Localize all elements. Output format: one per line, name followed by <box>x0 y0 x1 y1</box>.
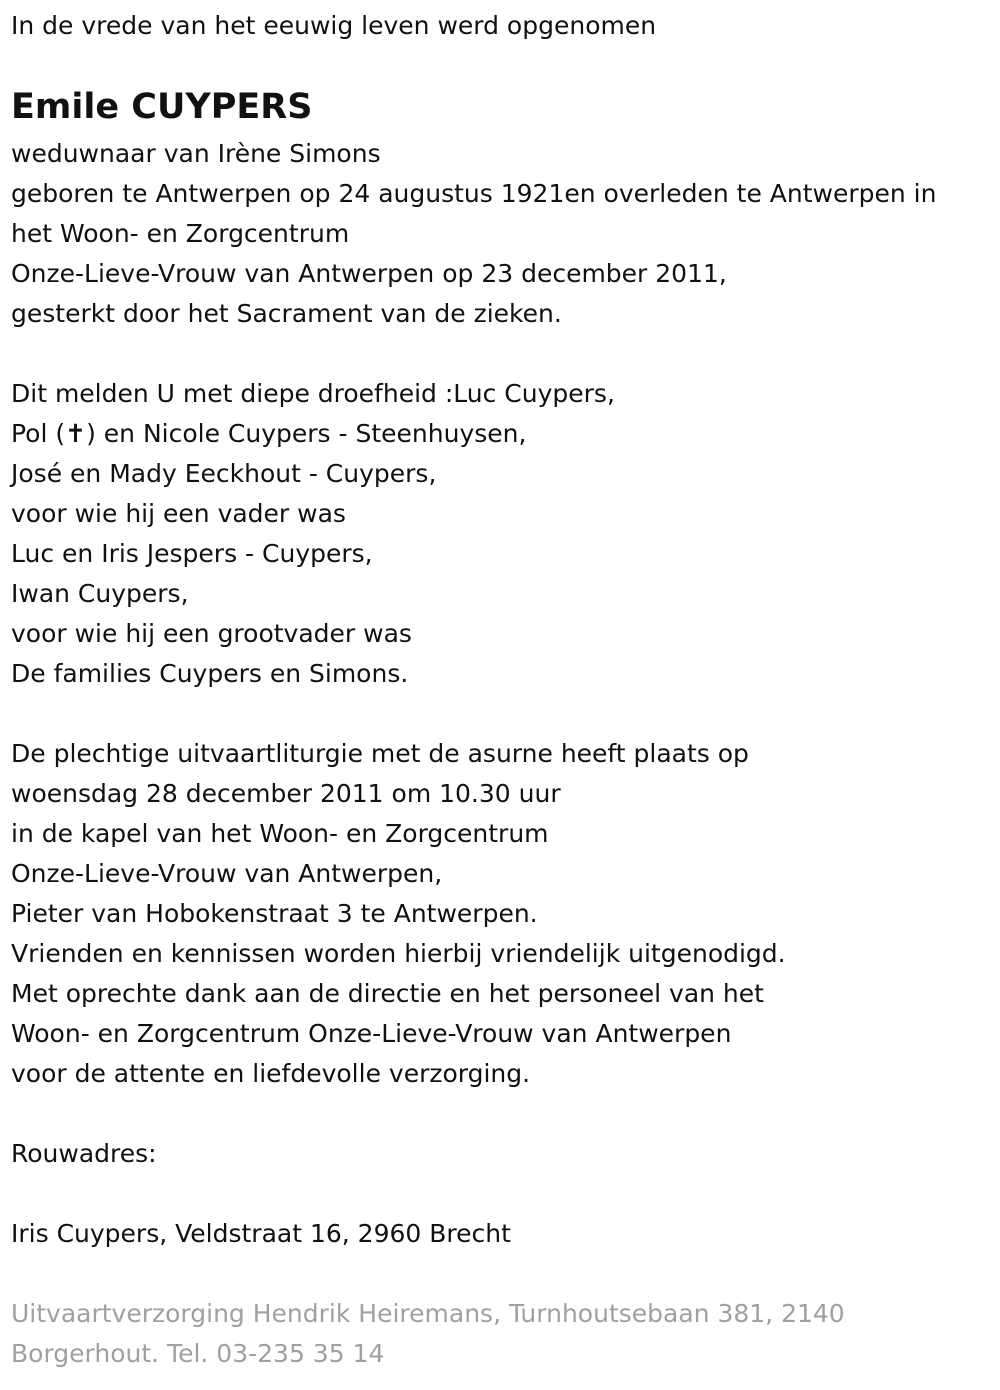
family-line: Luc en Iris Jespers - Cuypers, <box>11 539 373 568</box>
details-line: het Woon- en Zorgcentrum <box>11 219 350 248</box>
address-block <box>11 1214 511 1254</box>
family-line: Pol (✝) en Nicole Cuypers - Steenhuysen, <box>11 419 527 448</box>
details-block <box>11 134 936 334</box>
address-text: Iris Cuypers, Veldstraat 16, 2960 Brecht <box>11 1219 511 1248</box>
family-line: voor wie hij een grootvader was <box>11 619 412 648</box>
family-line: Iwan Cuypers, <box>11 579 189 608</box>
intro-text: In de vrede van het eeuwig leven werd opgenomen <box>11 11 657 40</box>
details-line: Onze-Lieve-Vrouw van Antwerpen op 23 december 2011, <box>11 259 727 288</box>
family-block <box>11 374 615 694</box>
family-line: De families Cuypers en Simons. <box>11 659 409 688</box>
address-label-block <box>11 1134 157 1174</box>
funeral-line: De plechtige uitvaartliturgie met de asurne heeft plaats op <box>11 739 749 768</box>
family-line: Dit melden U met diepe droefheid :Luc Cuypers, <box>11 379 615 408</box>
funeral-line: Woon- en Zorgcentrum Onze-Lieve-Vrouw van Antwerpen <box>11 1019 732 1048</box>
undertaker-block <box>11 1294 845 1374</box>
family-line: José en Mady Eeckhout - Cuypers, <box>11 459 437 488</box>
address-label: Rouwadres: <box>11 1139 157 1168</box>
funeral-line: Onze-Lieve-Vrouw van Antwerpen, <box>11 859 443 888</box>
funeral-line: Vrienden en kennissen worden hierbij vriendelijk uitgenodigd. <box>11 939 786 968</box>
funeral-line: Pieter van Hobokenstraat 3 te Antwerpen. <box>11 899 538 928</box>
details-line: weduwnaar van Irène Simons <box>11 139 381 168</box>
funeral-line: voor de attente en liefdevolle verzorging. <box>11 1059 531 1088</box>
funeral-line: woensdag 28 december 2011 om 10.30 uur <box>11 779 561 808</box>
funeral-block <box>11 734 786 1094</box>
family-line: voor wie hij een vader was <box>11 499 346 528</box>
details-line: gesterkt door het Sacrament van de zieken. <box>11 299 562 328</box>
details-line: geboren te Antwerpen op 24 augustus 1921en overleden te Antwerpen in <box>11 179 937 208</box>
funeral-line: in de kapel van het Woon- en Zorgcentrum <box>11 819 549 848</box>
funeral-line: Met oprechte dank aan de directie en het personeel van het <box>11 979 764 1008</box>
deceased-name: Emile CUYPERS <box>11 87 313 127</box>
undertaker-line: Borgerhout. Tel. 03-235 35 14 <box>11 1339 385 1368</box>
undertaker-line: Uitvaartverzorging Hendrik Heiremans, Turnhoutsebaan 381, 2140 <box>11 1299 845 1328</box>
